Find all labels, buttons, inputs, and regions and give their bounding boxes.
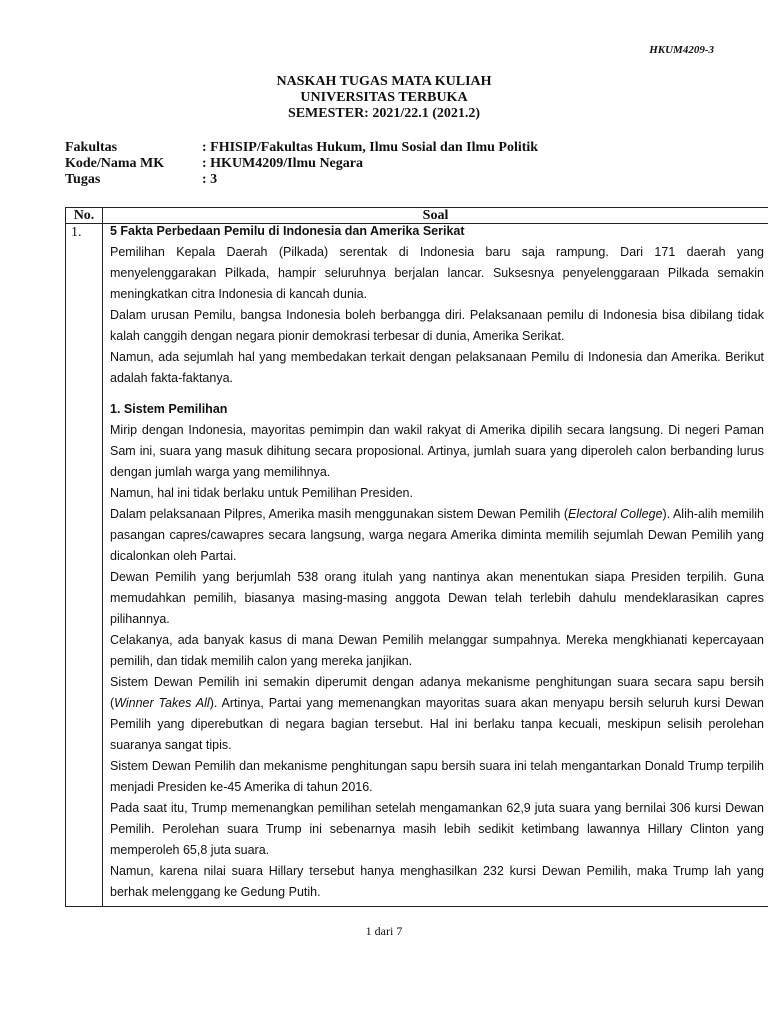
body-paragraph: Namun, karena nilai suara Hillary tersebut hanya menghasilkan 232 kursi Dewan Pemilih, maka Trump lah yang berhak melenggang ke Gedung Putih. [110,864,764,899]
question-number: 1. [66,224,103,907]
intro-paragraph: Dalam urusan Pemilu, bangsa Indonesia boleh berbangga diri. Pelaksanaan pemilu di Indonesia bisa dibilang tidak kalah canggih dengan negara pionir demokrasi terbesar di dunia, Amerika Serikat. [110,308,764,343]
meta-value: : HKUM4209/Ilmu Negara [202,156,363,171]
body-paragraph: Dewan Pemilih yang berjumlah 538 orang itulah yang nantinya akan menentukan siapa Presiden terpilih. Guna memudahkan pemilih, biasanya masing-masing anggota Dewan telah terlebih dahulu mendeklarasikan capres pilihannya. [110,570,764,626]
document-code: HKUM4209-3 [649,44,714,56]
meta-key: Fakultas [65,140,118,155]
page-number: 1 dari 7 [365,924,403,938]
text-run: Sistem Dewan Pemilih ini semakin diperumit dengan adanya mekanisme penghitungan suara secara sapu bersih ( [110,675,764,710]
body-paragraph: Sistem Dewan Pemilih dan mekanisme penghitungan sapu bersih suara ini telah mengantarkan Donald Trump terpilih menjadi Presiden ke-45 Amerika di tahun 2016. [110,759,764,794]
text-run: Dalam pelaksanaan Pilpres, Amerika masih menggunakan sistem Dewan Pemilih ( [110,507,569,521]
table-header-row [66,208,768,224]
text-run: ). Artinya, Partai yang memenangkan mayoritas suara akan menyapu bersih seluruh kursi Dewan Pemilih yang diperebutkan di negara bagian tersebut. Hal ini berlaku tanpa kecuali, meskipun selisih perolehan suaranya sangat tipis. [110,696,764,752]
questions-table [65,207,768,907]
meta-key: Kode/Nama MK [65,156,165,171]
body-paragraph: Mirip dengan Indonesia, mayoritas pemimpin dan wakil rakyat di Amerika dipilih secara langsung. Di negeri Paman Sam ini, suara yang masuk dihitung secara proposional. Artinya, jumlah suara yang diperoleh calon berbanding lurus dengan jumlah warga yang memilihnya. [110,423,764,479]
meta-row-faculty [65,140,538,156]
body-paragraph: Pada saat itu, Trump memenangkan pemilihan setelah mengamankan 62,9 juta suara yang bernilai 306 kursi Dewan Pemilih. Perolehan suara Trump ini sebenarnya masih lebih sedikit ketimbang lawannya Hillary Clinton yang memperoleh 65,8 juta suara. [110,801,764,857]
column-header-no: No. [66,208,103,224]
intro-paragraph: Namun, ada sejumlah hal yang membedakan terkait dengan pelaksanaan Pemilu di Indonesia dan Amerika. Berikut adalah fakta-faktanya. [110,350,764,385]
meta-row-assignment [65,172,538,188]
meta-row-course [65,156,538,172]
title-line-2: UNIVERSITAS TERBUKA [300,90,468,105]
title-line-3: SEMESTER: 2021/22.1 (2021.2) [287,106,481,121]
section-heading: 1. Sistem Pemilihan [110,402,228,416]
body-paragraph [110,672,764,756]
body-paragraph: Celakanya, ada banyak kasus di mana Dewan Pemilih melanggar sumpahnya. Mereka mengkhianati kepercayaan pemilih, dan tidak memilih calon yang mereka janjikan. [110,633,764,668]
italic-term: Winner Takes All [114,696,210,710]
question-heading: 5 Fakta Perbedaan Pemilu di Indonesia dan Amerika Serikat [110,224,465,238]
body-paragraph: Namun, hal ini tidak berlaku untuk Pemilihan Presiden. [110,486,413,500]
text-run: ). Alih-alih memilih pasangan capres/cawapres secara langsung, warga negara Amerika diminta memilih sejumlah Dewan Pemilih yang dicalonkan oleh Partai. [110,507,764,563]
column-header-soal: Soal [103,208,768,224]
meta-key: Tugas [65,172,101,187]
title-line-1: NASKAH TUGAS MATA KULIAH [276,74,492,89]
course-metadata [65,140,538,188]
meta-value: : FHISIP/Fakultas Hukum, Ilmu Sosial dan Ilmu Politik [202,140,539,155]
title-block [0,74,768,122]
table-row [66,224,768,907]
question-content [103,224,768,907]
meta-value: : 3 [202,172,218,187]
body-paragraph [110,504,764,567]
intro-paragraph: Pemilihan Kepala Daerah (Pilkada) serentak di Indonesia baru saja rampung. Dari 171 daerah yang menyelenggarakan Pilkada, hampir seluruhnya berjalan lancar. Suksesnya penyelenggaraan Pilkada semakin meningkatkan citra Indonesia di kancah dunia. [110,245,764,301]
italic-term: Electoral College [568,507,663,521]
